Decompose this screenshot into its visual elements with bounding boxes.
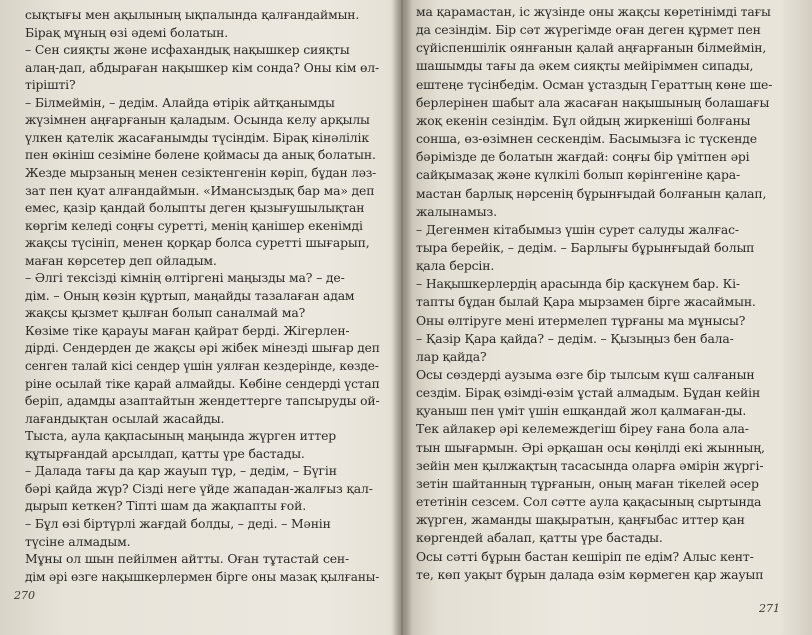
text-line: түсіне алмадым. xyxy=(25,533,131,549)
text-line: те, көп уақыт бұрын далада өзім көрмеген қар жауып xyxy=(416,566,764,582)
text-line: сайқымазақ және күлкілі болып көрінгеніне қара- xyxy=(416,167,741,183)
text-line: сонша, өз-өзімнен сескендім. Басымызға іс түскенде xyxy=(416,131,757,147)
text-line: лағандықтан осылай жасайды. xyxy=(25,410,225,426)
text-line: сықтығы мен ақылының ықпалында қалғандаймын. xyxy=(25,7,360,22)
text-line: ріне осылай тіке қарай алмайды. Көбіне сендерді үстап xyxy=(25,376,380,391)
text-line: маған көрсетер деп ойладым. xyxy=(25,252,217,268)
text-line: Осы сөздерді аузыма өзге бір тылсым күш салғанын xyxy=(416,367,755,382)
text-line: дім әрі өзге нақышкерлермен бірге оны мазақ қылғаны- xyxy=(25,569,380,584)
text-line: дырып кеткен? Тіпті шам да жақпапты ғой. xyxy=(25,498,307,514)
text-line: Осы сәтті бұрын бастан кешіріп пе едім? Алыс кент- xyxy=(416,548,754,564)
text-line: тын шығармын. Әрі әрқашан осы көңілді екі жынның, xyxy=(416,439,765,455)
text-line: ететінін сезсем. Сол сәтте аула қақасының сыртында xyxy=(416,494,762,510)
text-line: – Білмеймін, – дедім. Алайда өтірік айтқанымды xyxy=(25,94,335,110)
text-line: да сезіндім. Бір сәт жүрегімде оған деген құрмет пен xyxy=(416,22,761,38)
page-number: 271 xyxy=(759,602,780,615)
text-line: – Далада тағы да қар жауып тұр, – дедім, – Бүгін xyxy=(25,463,337,479)
text-line: Бірақ мұның өзі әдемі болатын. xyxy=(25,24,229,40)
text-line: сүйіспеншілік оянғанын қалай аңғарғанын білмеймін, xyxy=(416,40,767,56)
text-line: Мұны ол шын пейілмен айтты. Оған тұтастай сен- xyxy=(25,551,350,567)
text-line: зейін мен қылжақтың тасасында оларға әмірін жүргі- xyxy=(416,457,764,473)
text-line: бәрі қайда жүр? Сізді неге үйде жападан-жалғыз қал- xyxy=(25,480,373,496)
text-line: зат пен қуат алғандаймын. «Имансыздық бар ма» деп xyxy=(25,182,375,198)
text-line: шашымды тағы да әкем сияқты мейіріммен сипады, xyxy=(416,58,754,74)
text-line: Тыста, аула қақпасының маңында жүрген иттер xyxy=(25,428,337,444)
text-line: Тек айлакер әрі келемеждегіш біреу ғана бола ала- xyxy=(416,421,749,437)
text-line: көргім келеді соңғы суретті, менің қанішер екенімді xyxy=(25,217,363,233)
text-line: – Дегенмен кітабымыз үшін сурет салуды жалғас- xyxy=(416,221,739,237)
text-line: – Сен сияқты және исфахандық нақышкер сияқты xyxy=(25,42,350,58)
text-line: жалынамыз. xyxy=(416,203,497,219)
text-line: тыра берейік, – дедім. – Барлығы бұрынғыдай болып xyxy=(416,239,755,255)
text-line: – Әлгі тексізді кімнің өлтіргені маңызды ма? – де- xyxy=(25,270,345,286)
text-line: үлкен қателік жасағанымды түсіндім. Бірақ кінәлілік xyxy=(25,129,369,145)
text-line: қала берсін. xyxy=(416,258,495,274)
text-line: берлерінен шабыт ала жасаған нақышының болашағы xyxy=(416,94,770,110)
text-line: дірді. Сендерден де жақсы әрі жібек мінезді шығар деп xyxy=(25,341,380,356)
text-line: дім. – Оның көзін құртып, маңайды тазалаған адам xyxy=(25,287,355,303)
text-line: беріп, адамды азаптайтын жендеттерге тапсыруды ой- xyxy=(25,393,380,409)
text-line: ештеңе түсінбедім. Осман ұстаздың Гераттың көне ше- xyxy=(416,76,773,92)
text-line: Көзіме тіке қарауы маған қайрат берді. Жігерлен- xyxy=(25,322,350,338)
text-line: құтырғандай арсылдап, қатты үре бастады. xyxy=(25,445,305,461)
text-line: пен өкініш сезіміне бөлене қоймасы да анық болатын. xyxy=(25,147,376,163)
text-line: мастан барлық нәрсенің бұрынғыдай болғанын қалап, xyxy=(416,185,767,201)
text-line: лар қайда? xyxy=(416,348,487,364)
text-line: қуаныш пен үміт үшін ешқандай жол қалмаған-ды. xyxy=(416,403,747,419)
text-line: жүрген, жаманды шақыратын, қаңғыбас иттер қан xyxy=(416,512,745,528)
text-line: – Нақышкерлердің арасында бір қаскүнем бар. Кі- xyxy=(416,276,740,292)
text-line: тапты бұдан былай Қара мырзамен бірге жасаймын. xyxy=(416,294,756,310)
text-line: тірішті? xyxy=(25,77,76,93)
text-line: жүзімнен аңғарғанын қаладым. Осында келу арқылы xyxy=(25,112,370,128)
text-line: жақсы түсініп, менен қорқар болса суретті шығарып, xyxy=(25,235,370,251)
left-page xyxy=(0,0,398,635)
text-line: емес, қазір қандай болыпты деген қызығушылықтан xyxy=(25,200,365,216)
text-line: жақсы қызмет қылған болып саналмай ма? xyxy=(25,305,306,321)
text-line: – Қазір Қара қайда? – дедім. – Қызыңыз бен бала- xyxy=(416,330,734,346)
text-line: ма қарамастан, іс жүзінде оны жақсы көретінімді тағы xyxy=(416,4,771,19)
text-line: зетін шайтанның тұрғанын, оның маған тікелей әсер xyxy=(416,475,759,491)
text-line: Жезде мырзаның менен сезіктенгенін көріп, бұдан ләз- xyxy=(25,165,377,180)
text-line: бәрімізде де болатын жағдай: соңғы бір үмітпен әрі xyxy=(416,149,750,165)
right-page xyxy=(404,0,812,635)
text-line: алаң-дап, абдыраған нақышкер кім сонда? Оны кім өл- xyxy=(25,59,380,75)
text-line: Оны өлтіруге мені итермелеп тұрғаны ма мұнысы? xyxy=(416,312,746,328)
page-number: 270 xyxy=(14,589,35,602)
text-line: – Бұл өзі біртүрлі жағдай болды, – деді. – Мәнін xyxy=(25,515,331,531)
text-line: сенген талай кісі сендер үшін уялған кездерінде, көзде- xyxy=(25,359,379,373)
text-line: жоқ екенін сезіндім. Бұл ойдың жиркеніші болғаны xyxy=(416,112,751,128)
text-line: көргендей абалап, қатты үре бастады. xyxy=(416,530,663,546)
text-line: сездім. Бірақ өзімді-өзім ұстай алмадым. Бұдан кейін xyxy=(416,385,761,401)
